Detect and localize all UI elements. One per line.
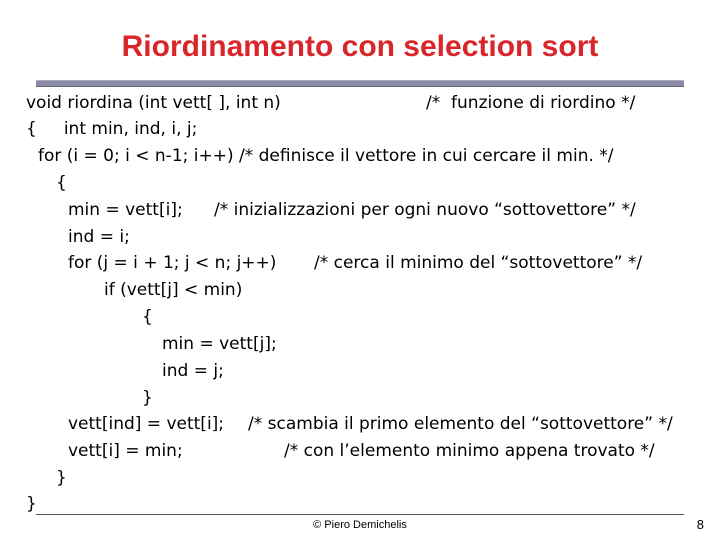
code-line xyxy=(26,116,197,142)
code-text: ind = j; xyxy=(162,361,224,381)
code-line xyxy=(104,277,242,303)
comment-text: /* scambia il primo elemento del “sottovettore” */ xyxy=(248,414,673,434)
code-text: } xyxy=(26,494,37,514)
code-comment xyxy=(214,197,636,223)
title-divider xyxy=(36,80,684,87)
code-text: { xyxy=(142,307,153,327)
code-text: { int min, ind, i, j; xyxy=(26,119,198,139)
code-line xyxy=(68,197,183,223)
code-line xyxy=(68,224,130,250)
code-line xyxy=(142,385,153,411)
footer-divider xyxy=(36,514,684,515)
code-line xyxy=(162,331,277,357)
code-text: vett[ind] = vett[i]; xyxy=(68,414,225,434)
code-line xyxy=(68,411,224,437)
code-text: void riordina (int vett[ ], int n) xyxy=(26,93,281,113)
code-text: } xyxy=(142,388,153,408)
code-comment xyxy=(248,411,673,437)
code-text: min = vett[j]; xyxy=(162,334,277,354)
code-line xyxy=(56,170,67,196)
code-comment xyxy=(284,438,655,464)
page-number: 8 xyxy=(696,517,704,532)
comment-text: /* con l’elemento minimo appena trovato */ xyxy=(284,441,655,461)
code-text: } xyxy=(56,468,67,488)
code-text: { xyxy=(56,173,67,193)
comment-text: /* cerca il minimo del “sottovettore” */ xyxy=(314,253,643,273)
code-text: for (j = i + 1; j < n; j++) xyxy=(68,253,277,273)
footer-credit: © Piero Demichelis xyxy=(313,519,407,531)
code-text: vett[i] = min; xyxy=(68,441,183,461)
code-text: min = vett[i]; xyxy=(68,200,183,220)
code-line xyxy=(38,143,614,169)
comment-text: /* funzione di riordino */ xyxy=(426,93,636,113)
code-line xyxy=(162,358,224,384)
code-line xyxy=(56,465,67,491)
slide-title: Riordinamento con selection sort xyxy=(121,30,599,63)
code-line xyxy=(142,304,153,330)
code-text: for (i = 0; i < n-1; i++) /* definisce il vettore in cui cercare il min. */ xyxy=(38,146,614,166)
code-text: if (vett[j] < min) xyxy=(104,280,243,300)
code-line xyxy=(68,438,183,464)
code-text: ind = i; xyxy=(68,227,130,247)
code-comment xyxy=(314,250,642,276)
code-line xyxy=(26,90,281,116)
code-comment xyxy=(426,90,635,116)
comment-text: /* inizializzazioni per ogni nuovo “sottovettore” */ xyxy=(214,200,636,220)
code-line xyxy=(68,250,276,276)
